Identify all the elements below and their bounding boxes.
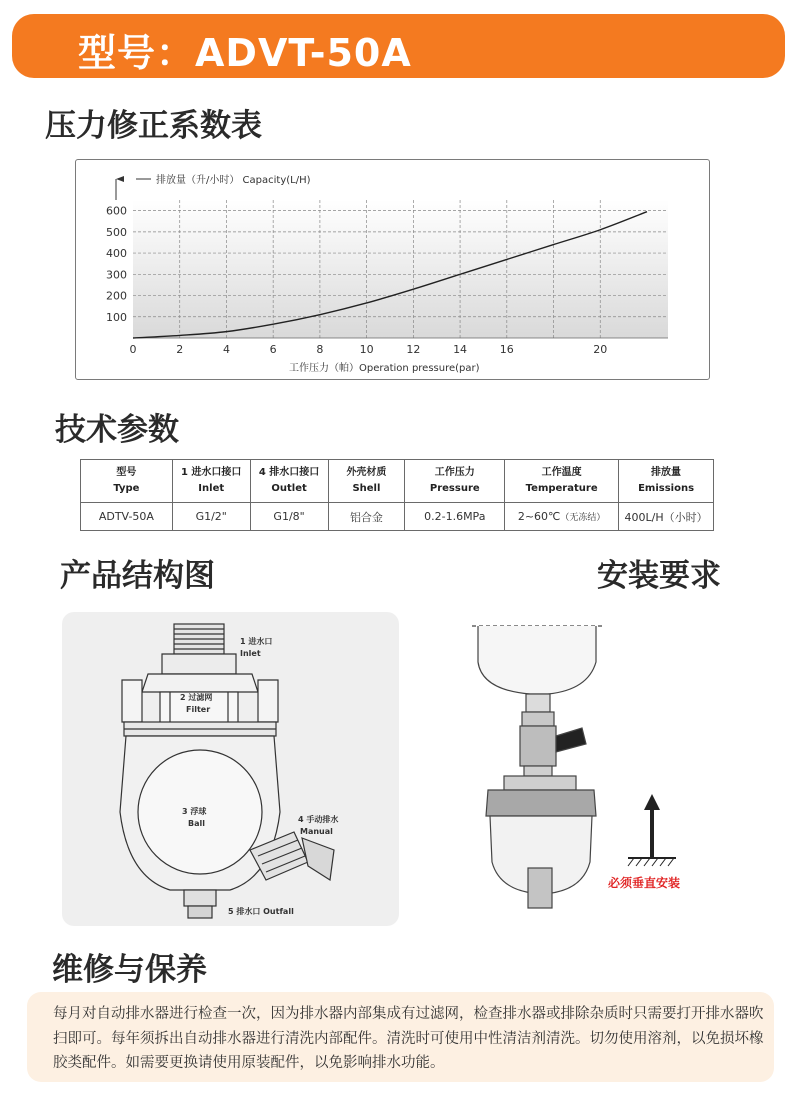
drain-body-outline (120, 624, 334, 918)
y-axis-ticks (106, 205, 127, 324)
vertical-arrow-icon (628, 794, 676, 866)
y-tick-label: 400 (106, 247, 127, 261)
table-header: 型号 Type (81, 460, 173, 503)
table-cell-outlet: G1/8" (250, 503, 328, 531)
table-cell-type: ADTV-50A (81, 503, 173, 531)
y-axis-arrow-icon (116, 176, 124, 182)
pressure-chart-frame (75, 159, 710, 380)
y-axis-label: 排放量（升/小时） Capacity(L/H) (156, 175, 311, 186)
label-outfall: 5 排水口 Outfall (228, 907, 294, 916)
plot-area (133, 200, 668, 338)
x-tick-label: 8 (316, 343, 324, 356)
label-manual-cn: 4 手动排水 (298, 815, 339, 824)
x-tick-label: 6 (269, 343, 277, 356)
table-header-row (81, 460, 714, 503)
table-cell-shell: 铝合金 (328, 503, 405, 531)
table-cell-temperature: 2~60℃（无冻结） (505, 503, 619, 531)
maintenance-text: 每月对自动排水器进行检查一次，因为排水器内部集成有过滤网，检查排水器或排除杂质时只需要打开排水器吹扫即可。每年须拆出自动排水器进行清洗内部配件。清洗时可使用中性清洁剂清洗。切勿使用溶剂，以免损坏橡胶类配件。如需要更换请使用原装配件，以免影响排水功能。 (53, 1006, 764, 1071)
table-cell-pressure: 0.2-1.6MPa (405, 503, 505, 531)
install-note: 必须垂直安装 (608, 876, 681, 890)
table-header: 4 排水口接口 Outlet (250, 460, 328, 503)
table-header: 1 进水口接口 Inlet (172, 460, 250, 503)
tech-section-title: 技术参数 (55, 412, 179, 448)
x-tick-label: 16 (499, 343, 514, 356)
y-tick-label: 300 (106, 268, 127, 282)
label-filter-en: Filter (186, 705, 211, 714)
install-section-title: 安装要求 (597, 558, 721, 594)
installed-drain-illustration (472, 626, 602, 908)
model-title: 型号：ADVT-50A (78, 31, 412, 75)
label-inlet-en: Inlet (240, 649, 261, 658)
y-tick-label: 100 (106, 310, 127, 324)
maintenance-box (27, 992, 774, 1082)
y-tick-label: 600 (106, 204, 127, 218)
x-axis-label: 工作压力（帕）Operation pressure(par) (289, 363, 480, 374)
table-header: 排放量 Emissions (619, 460, 714, 503)
install-diagram (460, 612, 760, 922)
label-ball-cn: 3 浮球 (182, 807, 207, 816)
x-tick-label: 4 (222, 343, 230, 356)
x-tick-label: 20 (593, 343, 608, 356)
table-header: 工作温度 Temperature (505, 460, 619, 503)
structure-diagram (62, 612, 399, 926)
pressure-section-title: 压力修正系数表 (45, 108, 262, 144)
spec-table (80, 459, 714, 531)
label-inlet-cn: 1 进水口 (240, 637, 273, 646)
y-tick-label: 500 (106, 225, 127, 239)
table-cell-inlet: G1/2" (172, 503, 250, 531)
pressure-chart (76, 160, 711, 381)
label-manual-en: Manual (300, 827, 333, 836)
table-header: 工作压力 Pressure (405, 460, 505, 503)
maintenance-section-title: 维修与保养 (52, 952, 207, 988)
structure-section-title: 产品结构图 (60, 558, 215, 594)
table-header: 外壳材质 Shell (328, 460, 405, 503)
x-axis-ticks (130, 343, 608, 356)
label-ball-en: Ball (188, 819, 205, 828)
x-tick-label: 10 (359, 343, 374, 356)
x-tick-label: 12 (406, 343, 421, 356)
label-filter-cn: 2 过滤网 (180, 693, 213, 702)
x-tick-label: 0 (129, 343, 137, 356)
x-tick-label: 2 (176, 343, 184, 356)
structure-panel (62, 612, 399, 926)
model-banner (12, 14, 785, 78)
table-cell-emissions: 400L/H（小时） (619, 503, 714, 531)
y-tick-label: 200 (106, 289, 127, 303)
table-row (81, 503, 714, 531)
x-tick-label: 14 (453, 343, 468, 356)
